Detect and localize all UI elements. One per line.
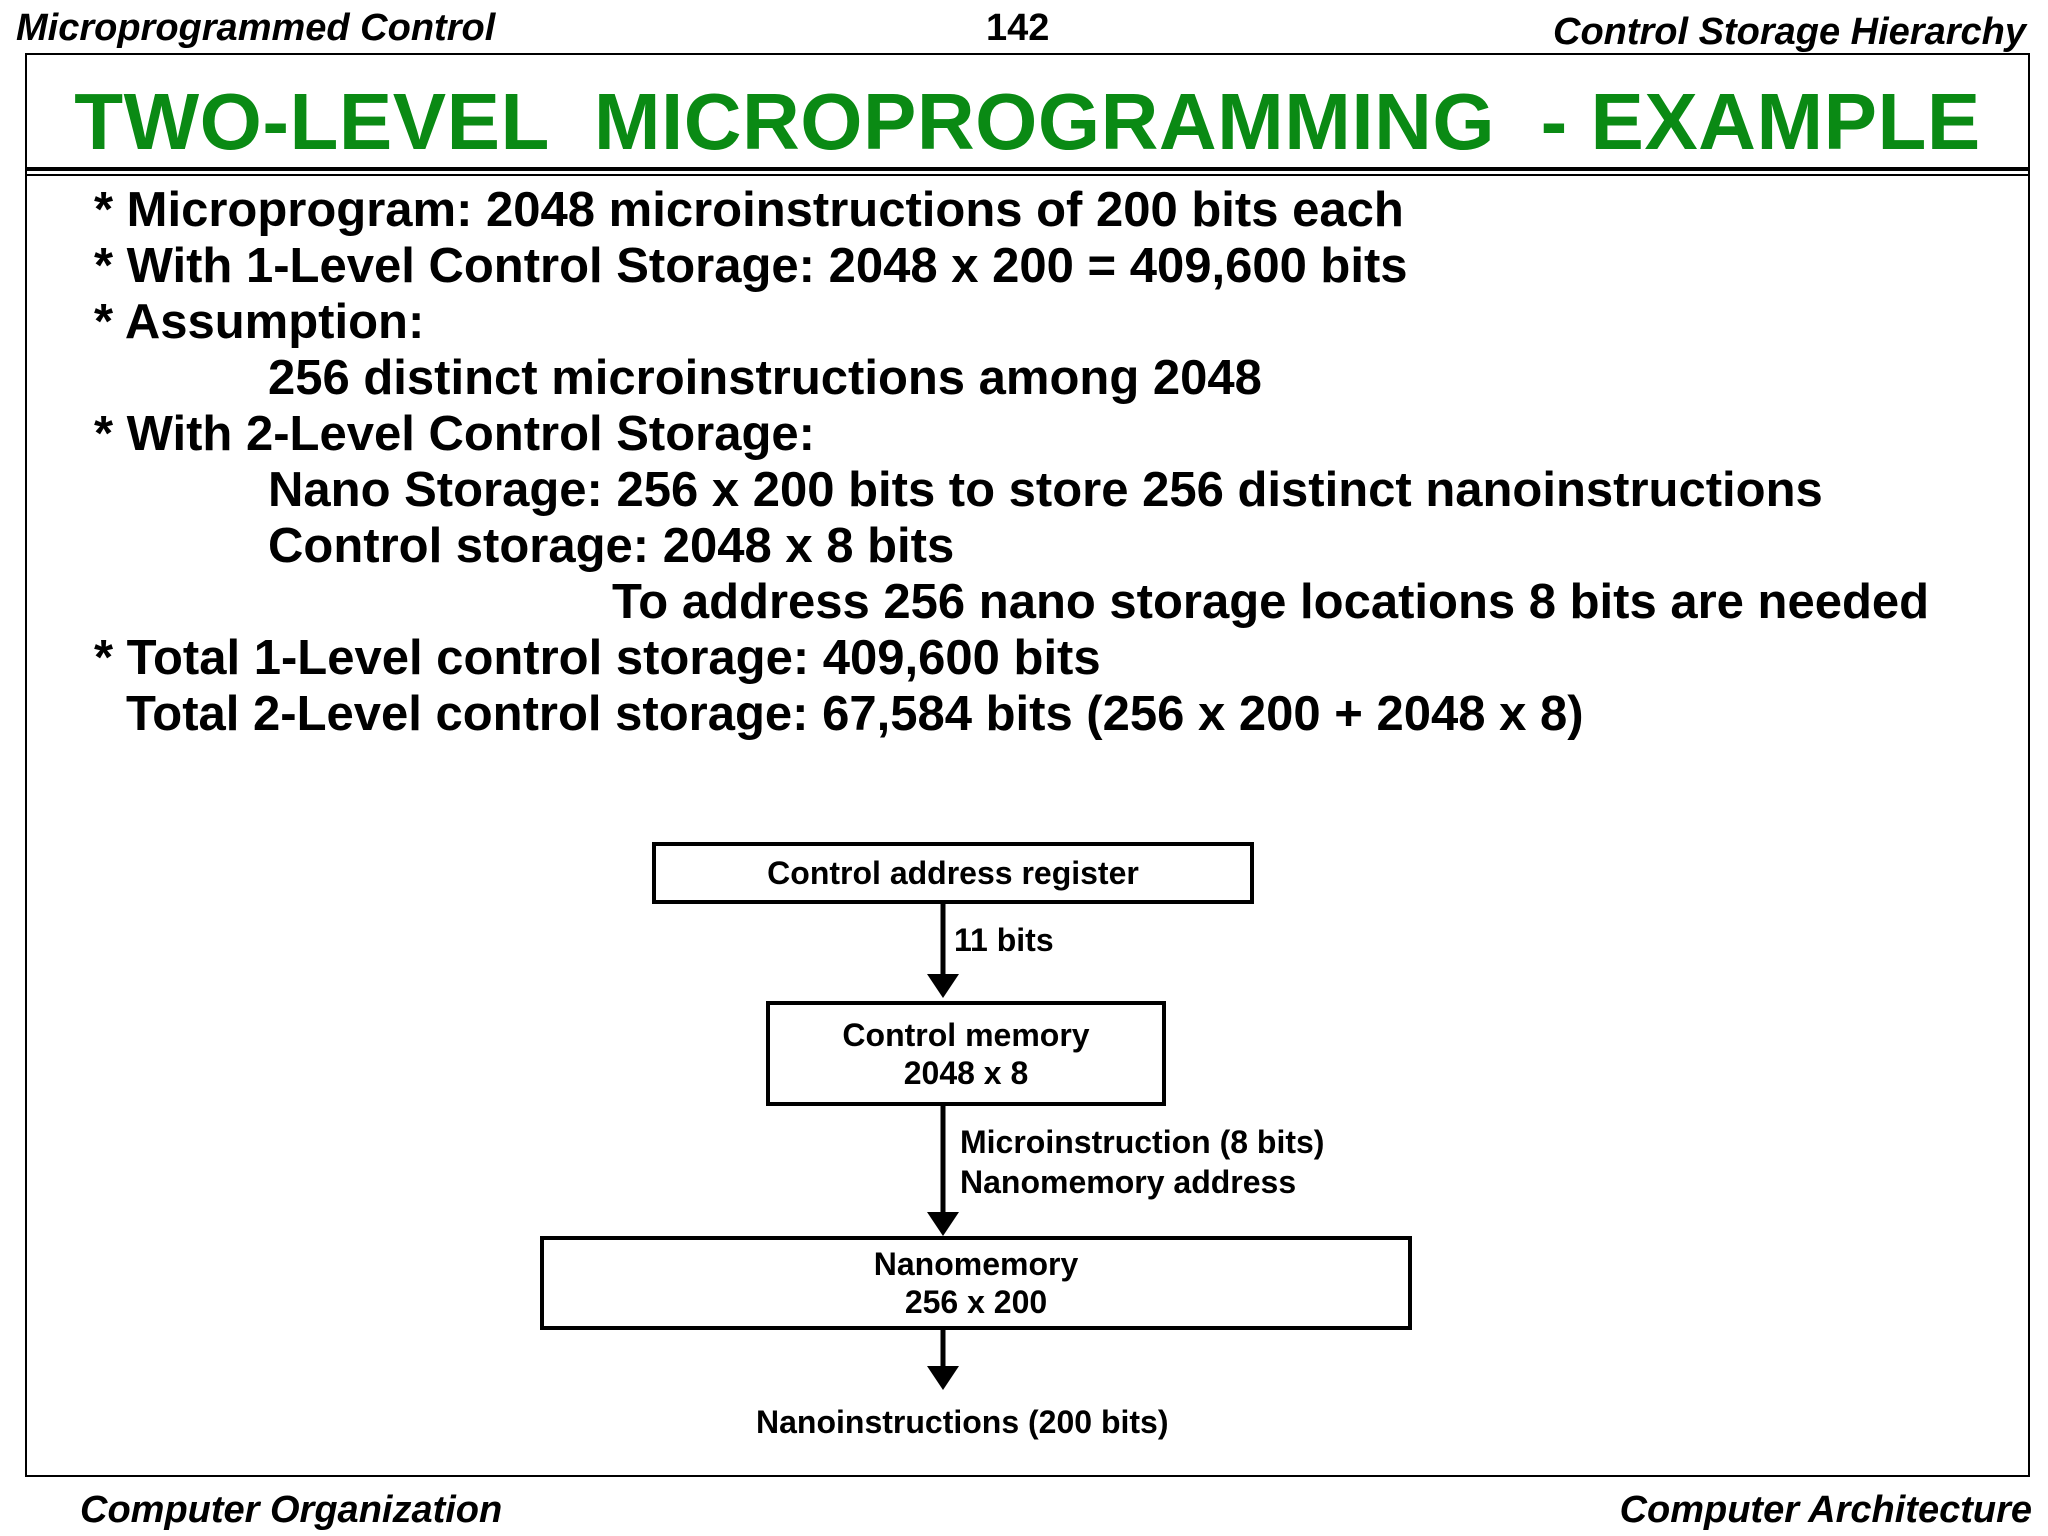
bullet-two-level-storage: * With 2-Level Control Storage:	[94, 407, 816, 461]
nanomemory-size: 256 x 200	[904, 1284, 1048, 1320]
control-address-register-label: Control address register	[767, 855, 1139, 891]
nanomemory-box	[540, 1236, 1412, 1330]
address-bits-detail: To address 256 nano storage locations 8 bits are needed	[612, 575, 1930, 629]
arrowhead-1	[927, 974, 959, 998]
assumption-detail: 256 distinct microinstructions among 2048	[268, 351, 1262, 405]
footer-left-text: Computer Organization	[80, 1489, 503, 1531]
total-two-level: Total 2-Level control storage: 67,584 bits (256 x 200 + 2048 x 8)	[126, 687, 1584, 741]
arrow2-label-microinstruction: Microinstruction (8 bits)	[960, 1124, 1325, 1160]
control-memory-box	[766, 1001, 1166, 1106]
nanomemory-title: Nanomemory	[873, 1246, 1079, 1282]
page-number: 142	[986, 7, 1050, 49]
arrow1-label: 11 bits	[954, 922, 1054, 958]
control-memory-title: Control memory	[842, 1016, 1090, 1053]
nanoinstructions-output-label: Nanoinstructions (200 bits)	[756, 1404, 1169, 1440]
slide-title: TWO-LEVEL MICROPROGRAMMING - EXAMPLE	[74, 77, 1981, 166]
control-address-register-box	[652, 842, 1254, 904]
footer-right-text: Computer Architecture	[1619, 1489, 2032, 1531]
bullet-one-level-storage: * With 1-Level Control Storage: 2048 x 200 = 409,600 bits	[94, 239, 1408, 293]
header-left-text: Microprogrammed Control	[16, 7, 496, 49]
header-right-text: Control Storage Hierarchy	[1553, 11, 2026, 53]
bullet-assumption: * Assumption:	[94, 295, 425, 349]
arrowhead-3	[927, 1366, 959, 1390]
nano-storage-detail: Nano Storage: 256 x 200 bits to store 256 distinct nanoinstructions	[268, 463, 1823, 517]
control-storage-detail: Control storage: 2048 x 8 bits	[268, 519, 955, 573]
arrow2-label-nanomemory-address: Nanomemory address	[960, 1164, 1297, 1200]
bullet-microprogram: * Microprogram: 2048 microinstructions of 200 bits each	[94, 183, 1404, 237]
arrowhead-2	[927, 1212, 959, 1236]
bullet-total-one-level: * Total 1-Level control storage: 409,600 bits	[94, 631, 1101, 685]
control-memory-size: 2048 x 8	[903, 1054, 1029, 1091]
